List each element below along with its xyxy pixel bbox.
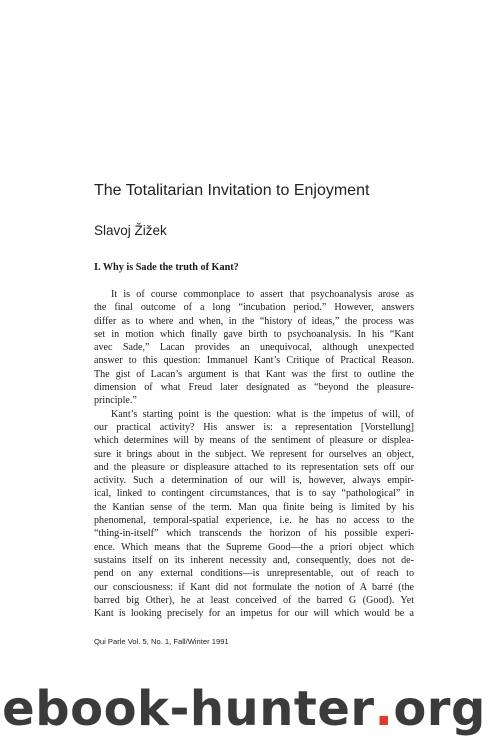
text-line: principle.” [94, 395, 137, 407]
watermark-banner [0, 668, 488, 750]
text-line: ence. Which means that the Supreme Good—the a priori object which [94, 541, 414, 553]
text-line: pend on any external conditions—is unrepresentable, out of reach to [94, 568, 414, 580]
article-author: Slavoj Žižek [94, 223, 167, 238]
article-title: The Totalitarian Invitation to Enjoyment [94, 182, 370, 199]
text-line: Kant’s starting point is the question: what is the impetus of will, of [111, 408, 414, 420]
paragraph [94, 288, 414, 408]
text-line: ical, linked to contingent circumstances, that is to say “pathological” in [94, 488, 414, 500]
text-line: our consciousness: if Kant did not formulate the notion of A barré (the [94, 581, 414, 593]
watermark-text-left: ebook-hunter [2, 681, 375, 737]
text-line: set in motion which finally gave birth to psychoanalysis. In his “Kant [94, 328, 414, 340]
article-body [94, 288, 414, 620]
text-line: phenomenal, temporal-spatial experience, i.e. he has no access to the [94, 515, 414, 527]
text-line: It is of course commonplace to assert that psychoanalysis arose as [111, 289, 414, 300]
text-line: avec Sade,” Lacan provides an unequivocal, although unexpected [94, 342, 414, 354]
journal-footer: Qui Parle Vol. 5, No. 1, Fall/Winter 1991 [94, 637, 229, 646]
text-line: our practical activity? His answer is: a representation [Vorstellung] [94, 421, 414, 433]
text-line: dimension of what Freud later designated as “beyond the pleasure- [94, 382, 414, 394]
text-line: Kant is looking precisely for an impetus for our will which would be a [94, 608, 414, 620]
text-line: the final outcome of a long “incubation period.” However, answers [94, 302, 414, 314]
text-line: and the pleasure or displeasure attached to its representation sets off our [94, 461, 414, 473]
text-line: sure it brings about in the subject. We represent for ourselves an object, [94, 448, 414, 460]
text-line: the Kantian sense of the term. Man qua finite being is limited by his [94, 501, 414, 513]
text-line: barred big Other), he at least conceived of the barred G (Good). Yet [94, 594, 414, 606]
watermark-dot: . [374, 681, 394, 737]
text-line: activity. Such a determination of our will is, however, always empir- [94, 475, 414, 487]
text-line: differ as to where and when, in the “history of ideas,” the process was [94, 315, 414, 327]
text-line: answer to this question: Immanuel Kant’s Critique of Practical Reason. [94, 355, 414, 367]
text-line: The gist of Lacan’s argument is that Kant was the first to outline the [94, 368, 414, 380]
section-heading: I. Why is Sade the truth of Kant? [94, 262, 239, 273]
text-line: which determines will by means of the sentiment of pleasure or displea- [94, 435, 414, 447]
text-line: sustains itself on its inherent necessity and, consequently, does not de- [94, 554, 414, 566]
watermark-text-right: org [393, 681, 486, 737]
text-line: “thing-in-itself” which transcends the horizon of his possible experi- [94, 528, 414, 540]
paragraph [94, 408, 414, 621]
